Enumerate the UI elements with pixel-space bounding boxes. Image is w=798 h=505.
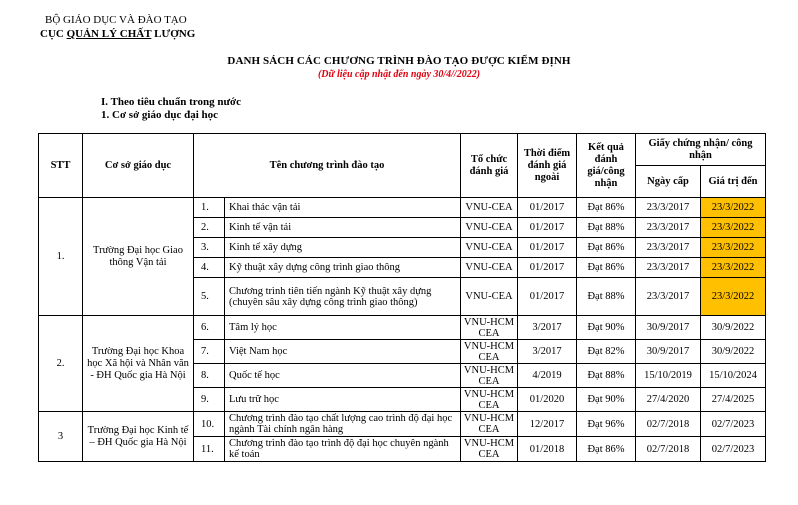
evaluation-result: Đạt 82% [577,340,636,364]
evaluator: VNU-HCM CEA [461,364,518,388]
header-result: Kết quả đánh giá/công nhận [577,134,636,198]
program-name: Chương trình đào tạo chất lượng cao trình độ đại học ngành Tài chính ngân hàng [225,412,461,437]
program-name: Khai thác vận tải [225,198,461,218]
evaluation-result: Đạt 88% [577,278,636,316]
evaluator: VNU-CEA [461,258,518,278]
issue-date: 27/4/2020 [636,388,701,412]
evaluator: VNU-HCM CEA [461,412,518,437]
program-number: 4. [194,258,225,278]
evaluation-result: Đạt 90% [577,316,636,340]
program-name: Chương trình đào tạo trình độ đại học chuyên ngành kế toán [225,437,461,462]
subsection-heading: 1. Cơ sở giáo dục đại học [101,109,219,121]
evaluation-result: Đạt 86% [577,238,636,258]
issue-date: 23/3/2017 [636,258,701,278]
issue-date: 15/10/2019 [636,364,701,388]
evaluation-time: 3/2017 [518,316,577,340]
program-name: Lưu trữ học [225,388,461,412]
valid-until: 30/9/2022 [701,340,766,364]
evaluation-time: 01/2020 [518,388,577,412]
evaluation-result: Đạt 96% [577,412,636,437]
evaluation-result: Đạt 86% [577,437,636,462]
header-certificate: Giấy chứng nhận/ công nhận [636,134,766,166]
issue-date: 23/3/2017 [636,238,701,258]
evaluator: VNU-HCM CEA [461,340,518,364]
program-number: 2. [194,218,225,238]
issue-date: 23/3/2017 [636,278,701,316]
valid-until: 23/3/2022 [701,218,766,238]
program-name: Kinh tế vận tải [225,218,461,238]
valid-until: 30/9/2022 [701,316,766,340]
header-valid-until: Giá trị đến [701,166,766,198]
valid-until: 23/3/2022 [701,278,766,316]
evaluator: VNU-CEA [461,198,518,218]
evaluation-time: 12/2017 [518,412,577,437]
accredited-programs-table [38,133,766,462]
table-row [39,316,766,340]
header-stt: STT [39,134,83,198]
evaluation-time: 01/2017 [518,218,577,238]
program-number: 11. [194,437,225,462]
update-date-note: (Dữ liệu cập nhật đến ngày 30/4//2022) [317,69,481,80]
program-number: 9. [194,388,225,412]
evaluation-result: Đạt 88% [577,364,636,388]
department-name: CỤC QUẢN LÝ CHẤT LƯỢNG [40,28,196,40]
evaluation-time: 3/2017 [518,340,577,364]
evaluator: VNU-HCM CEA [461,388,518,412]
evaluator: VNU-CEA [461,238,518,258]
program-name: Quốc tế học [225,364,461,388]
program-number: 1. [194,198,225,218]
issuing-organization [40,13,195,41]
institution-stt: 1. [39,198,83,316]
evaluator: VNU-HCM CEA [461,316,518,340]
valid-until: 23/3/2022 [701,258,766,278]
evaluation-result: Đạt 90% [577,388,636,412]
section-heading: I. Theo tiêu chuẩn trong nước [101,96,242,108]
header-program: Tên chương trình đào tạo [194,134,461,198]
evaluator: VNU-HCM CEA [461,437,518,462]
valid-until: 27/4/2025 [701,388,766,412]
program-name: Chương trình tiên tiến ngành Kỹ thuật xây dựng (chuyên sâu xây dựng công trình giao thông) [225,278,461,316]
issue-date: 02/7/2018 [636,412,701,437]
evaluation-time: 01/2018 [518,437,577,462]
evaluator: VNU-CEA [461,278,518,316]
program-name: Kỹ thuật xây dựng công trình giao thông [225,258,461,278]
valid-until: 02/7/2023 [701,437,766,462]
evaluation-result: Đạt 86% [577,258,636,278]
issue-date: 30/9/2017 [636,340,701,364]
valid-until: 02/7/2023 [701,412,766,437]
issue-date: 02/7/2018 [636,437,701,462]
program-number: 8. [194,364,225,388]
header-institution: Cơ sở giáo dục [83,134,194,198]
header-evaluator: Tổ chức đánh giá [461,134,518,198]
valid-until: 23/3/2022 [701,198,766,218]
institution-name: Trường Đại học Khoa học Xã hội và Nhân văn - ĐH Quốc gia Hà Nội [83,316,194,412]
evaluation-time: 01/2017 [518,238,577,258]
institution-name: Trường Đại học Giao thông Vận tải [83,198,194,316]
institution-name: Trường Đại học Kinh tế – ĐH Quốc gia Hà Nội [83,412,194,462]
document-title: DANH SÁCH CÁC CHƯƠNG TRÌNH ĐÀO TẠO ĐƯỢC KIỂM ĐỊNH [227,55,571,67]
program-number: 7. [194,340,225,364]
program-name: Tâm lý học [225,316,461,340]
evaluation-result: Đạt 88% [577,218,636,238]
ministry-name: BỘ GIÁO DỤC VÀ ĐÀO TẠO [45,14,187,26]
institution-stt: 2. [39,316,83,412]
evaluation-result: Đạt 86% [577,198,636,218]
program-name: Kinh tế xây dựng [225,238,461,258]
program-number: 5. [194,278,225,316]
table-row [39,198,766,218]
issue-date: 23/3/2017 [636,198,701,218]
issue-date: 30/9/2017 [636,316,701,340]
evaluation-time: 01/2017 [518,258,577,278]
header-issue-date: Ngày cấp [636,166,701,198]
program-number: 6. [194,316,225,340]
valid-until: 23/3/2022 [701,238,766,258]
valid-until: 15/10/2024 [701,364,766,388]
evaluation-time: 4/2019 [518,364,577,388]
evaluation-time: 01/2017 [518,198,577,218]
table-row [39,412,766,437]
program-name: Việt Nam học [225,340,461,364]
program-number: 3. [194,238,225,258]
evaluator: VNU-CEA [461,218,518,238]
issue-date: 23/3/2017 [636,218,701,238]
evaluation-time: 01/2017 [518,278,577,316]
header-eval-time: Thời điểm đánh giá ngoài [518,134,577,198]
program-number: 10. [194,412,225,437]
institution-stt: 3 [39,412,83,462]
